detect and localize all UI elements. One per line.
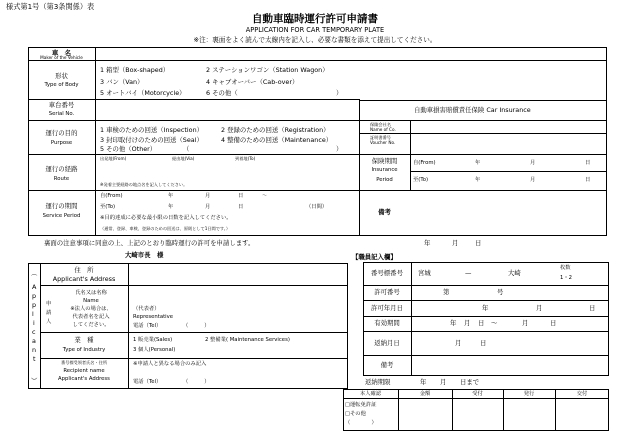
page-title: 自動車臨時運行許可申請書	[252, 13, 378, 25]
applicant-vertical-2: p	[32, 292, 37, 300]
service-note-2: （通常、登録、車検、登録のための回送は、原則として1日間です。）	[100, 226, 231, 231]
route-to-label: 到着地(To)	[235, 156, 256, 161]
insurance-header: 自動車損害賠償責任保険 Car Insurance	[414, 106, 531, 114]
applicant-name-sublabel: Name	[83, 298, 99, 304]
recipient-sublabel-2: Applicant's Address	[58, 376, 110, 382]
validity-label: 有効期間	[374, 319, 400, 327]
insurance-to-month: 月	[530, 177, 536, 183]
insurance-to-label: 至(To)	[413, 177, 429, 183]
applicant-address-field[interactable]	[131, 265, 345, 283]
service-from-month: 月	[205, 193, 211, 199]
vehicle-name-field[interactable]	[100, 48, 600, 59]
serial-field[interactable]	[100, 101, 355, 119]
permit-number-go: 号	[497, 288, 504, 296]
route-sublabel: Route	[53, 176, 70, 182]
applicant-address-label: 住 所	[74, 266, 94, 274]
body-type-sublabel: Type of Body	[44, 82, 79, 88]
body-type-label: 形状	[55, 72, 68, 80]
service-to-month: 月	[205, 204, 211, 210]
applicant-vertical-9: t	[33, 355, 36, 363]
applicant-vertical-jp-1: 申	[46, 301, 52, 307]
applicant-tel-field[interactable]: （ ）	[183, 323, 210, 329]
service-to-label: 至(To)	[100, 204, 116, 210]
applicant-bracket-top: ︵	[31, 269, 38, 277]
insurance-period-label: 保険期間	[371, 157, 398, 165]
applicant-vertical-7: a	[32, 337, 36, 345]
validity-to-day: 日	[550, 319, 557, 327]
declaration-month: 月	[452, 239, 459, 247]
remarks-field[interactable]	[412, 192, 604, 234]
purpose-close-paren: ）	[336, 145, 343, 153]
applicant-name-note-3: してください。	[72, 322, 110, 328]
vehicle-name-sublabel: Maker of the Vehicle	[40, 55, 83, 60]
applicant-vertical-1: A	[32, 283, 37, 291]
recipient-label: 番号標受領者氏名・住所	[60, 360, 108, 365]
applicant-tel-label: 電話（Tel）	[133, 323, 162, 329]
applicant-vertical-jp-2: 請	[46, 310, 52, 316]
purpose-open-paren: （	[183, 145, 190, 153]
permit-date-label: 許可年月日	[371, 304, 403, 312]
sheets-value: 1・2	[560, 275, 573, 281]
service-days: （日間）	[306, 204, 328, 210]
body-type-close-paren: ）	[336, 89, 343, 97]
industry-option[interactable]: 2 整備業( Maintenance Services)	[205, 337, 290, 343]
applicant-name-field[interactable]	[131, 287, 345, 303]
purpose-option[interactable]: 3 封印取付けのための回送（Seal）	[100, 136, 203, 144]
validity-from-month: 月	[464, 319, 471, 327]
permit-date-month: 月	[536, 304, 543, 312]
service-period-label: 運行の期間	[45, 202, 78, 210]
applicant-vertical-5: i	[33, 319, 35, 327]
insurance-from-label: 自(From)	[413, 160, 436, 166]
service-to-day: 日	[238, 204, 244, 210]
service-to-year: 年	[168, 204, 174, 210]
form-number: 様式第1号（第3条関係）表	[6, 2, 95, 11]
fee-header-reception: 受付	[472, 391, 483, 397]
plate-dash: —	[465, 269, 472, 277]
applicant-bracket-bottom: ︶	[31, 377, 38, 385]
return-deadline-year: 年	[420, 378, 427, 386]
recipient-sublabel-1: Recipient name	[63, 368, 105, 374]
validity-tilde: ～	[491, 319, 498, 327]
industry-option[interactable]: 1 販売業(Sales)	[133, 337, 173, 343]
applicant-address-sublabel: Applicant's Address	[52, 275, 116, 283]
permit-number-label: 許可番号	[374, 288, 400, 296]
return-month: 月	[455, 339, 462, 347]
insurance-to-day: 日	[585, 177, 591, 183]
representative-sublabel: Representative	[133, 314, 174, 320]
body-type-option[interactable]: 5 オートバイ（Motorcycle）	[100, 89, 186, 97]
sheets-label: 枚数	[560, 265, 571, 271]
declaration-year: 年	[424, 239, 431, 247]
recipient-note: ※申請人と異なる場合のみ記入	[133, 361, 207, 367]
applicant-vertical-8: n	[32, 346, 37, 354]
voucher-label: 証明書番号	[370, 135, 391, 140]
voucher-field[interactable]	[412, 134, 604, 153]
mayor: 大崎市長 様	[125, 251, 164, 259]
purpose-label: 運行の目的	[45, 129, 78, 137]
applicant-name-note-2: 代表者名を記入	[72, 314, 110, 320]
service-tilde: ～	[262, 193, 268, 199]
instruction-note: ※注：裏面をよく読んで太線内を記入し、必要な書類を添えて提出してください。	[193, 36, 437, 44]
check-drivers-license[interactable]: □運転免許証	[345, 402, 377, 408]
insurance-period-sublabel2: Period	[376, 177, 393, 183]
purpose-sublabel: Purpose	[50, 140, 73, 146]
route-from-label: 出発地(From)	[100, 156, 127, 161]
service-note-1: ※目的達成に必要な最小限の日数を記入してください。	[100, 215, 232, 221]
office-remarks-label: 備考	[380, 361, 394, 369]
insurance-to-year: 年	[475, 177, 481, 183]
plate-number-label: 番号標番号	[371, 269, 403, 277]
applicant-vertical-6: c	[32, 328, 36, 336]
route-field[interactable]	[100, 163, 355, 178]
insurance-from-month: 月	[530, 160, 536, 166]
serial-sublabel: Serial No.	[48, 111, 75, 117]
fee-header-amount: 金額	[419, 391, 431, 397]
insurance-company-field[interactable]	[412, 121, 604, 132]
insurance-company-sublabel: Name of Co.	[370, 127, 396, 132]
route-via-label: 経由地(Via)	[172, 156, 195, 161]
check-other-field[interactable]: （ ）	[345, 420, 377, 426]
vehicle-name-label: 車 名	[51, 49, 72, 57]
applicant-name-label: 氏名又は名称	[75, 290, 107, 296]
route-note: ※発着主要経路の地点名を記入してください。	[100, 182, 188, 187]
check-other[interactable]: □その他	[345, 411, 366, 417]
page-subtitle: APPLICATION FOR CAR TEMPORARY PLATE	[245, 26, 385, 34]
service-from-day: 日	[238, 193, 244, 199]
service-from-year: 年	[168, 193, 174, 199]
service-from-label: 自(From)	[100, 193, 123, 199]
industry-label: 業 種	[74, 336, 94, 344]
permit-date-day: 日	[589, 304, 596, 312]
insurance-company-label: 保険会社名	[370, 122, 391, 127]
insurance-from-day: 日	[585, 160, 591, 166]
insurance-from-year: 年	[475, 160, 481, 166]
permit-number-dai: 第	[443, 288, 450, 296]
industry-sublabel: Type of Industry	[62, 347, 106, 353]
industry-option[interactable]: 3 個人(Personal)	[133, 347, 176, 353]
service-period-sublabel: Service Period	[42, 213, 81, 219]
body-type-option[interactable]: 1 箱型（Box-shaped）	[100, 66, 170, 74]
purpose-option[interactable]: 4 整備のための回送（Maintenance）	[221, 136, 333, 144]
permit-date-year: 年	[482, 304, 489, 312]
return-deadline-month: 月	[440, 378, 447, 386]
applicant-vertical-4: l	[32, 310, 34, 318]
body-type-option[interactable]: 6 その他（	[206, 89, 238, 97]
validity-to-month: 月	[522, 319, 529, 327]
validity-from-day: 日	[478, 319, 485, 327]
fee-header-issue: 発行	[523, 391, 535, 397]
plate-osaki: 大崎	[508, 269, 521, 277]
serial-label: 車台番号	[48, 101, 75, 109]
applicant-vertical-3: p	[32, 301, 37, 309]
body-type-option[interactable]: 4 キャブオーバー（Cab-over）	[206, 78, 299, 86]
route-label: 運行の経路	[45, 165, 78, 173]
purpose-option[interactable]: 2 登録のための回送（Registration）	[221, 126, 330, 134]
insurance-period-sublabel1: Insurance	[371, 167, 398, 173]
fee-header-delivery: 交付	[576, 391, 588, 397]
remarks-label: 備考	[378, 208, 391, 216]
purpose-option[interactable]: 5 その他（Other）	[100, 145, 157, 153]
validity-from-year: 年	[450, 319, 457, 327]
declaration: 裏面の注意事項に同意の上、上記のとおり臨時運行の許可を申請します。	[44, 239, 255, 247]
representative-label: （代表者）	[133, 306, 160, 312]
body-type-option[interactable]: 2 ステーションワゴン（Station Wagon）	[206, 66, 329, 74]
office-use-header: 【職員記入欄】	[352, 253, 397, 261]
fee-header-id-check: 本人確認	[359, 391, 382, 397]
return-date-label: 返納月日	[374, 339, 400, 347]
return-day: 日	[480, 339, 487, 347]
voucher-sublabel: Voucher No.	[370, 140, 396, 145]
applicant-name-note-1: ※法人の場合は、	[70, 306, 112, 312]
purpose-option[interactable]: 1 車検のための回送（Inspection）	[100, 126, 204, 134]
recipient-tel-field[interactable]: （ ）	[183, 379, 210, 385]
plate-city: 宮城	[418, 269, 431, 277]
body-type-option[interactable]: 3 バン（Van）	[100, 78, 144, 86]
applicant-vertical-jp-3: 人	[46, 319, 52, 325]
return-deadline-label: 返納期限	[365, 378, 391, 386]
declaration-day: 日	[475, 239, 482, 247]
recipient-tel-label: 電話（Tel）	[133, 379, 162, 385]
return-deadline-until: 日まで	[460, 378, 480, 386]
